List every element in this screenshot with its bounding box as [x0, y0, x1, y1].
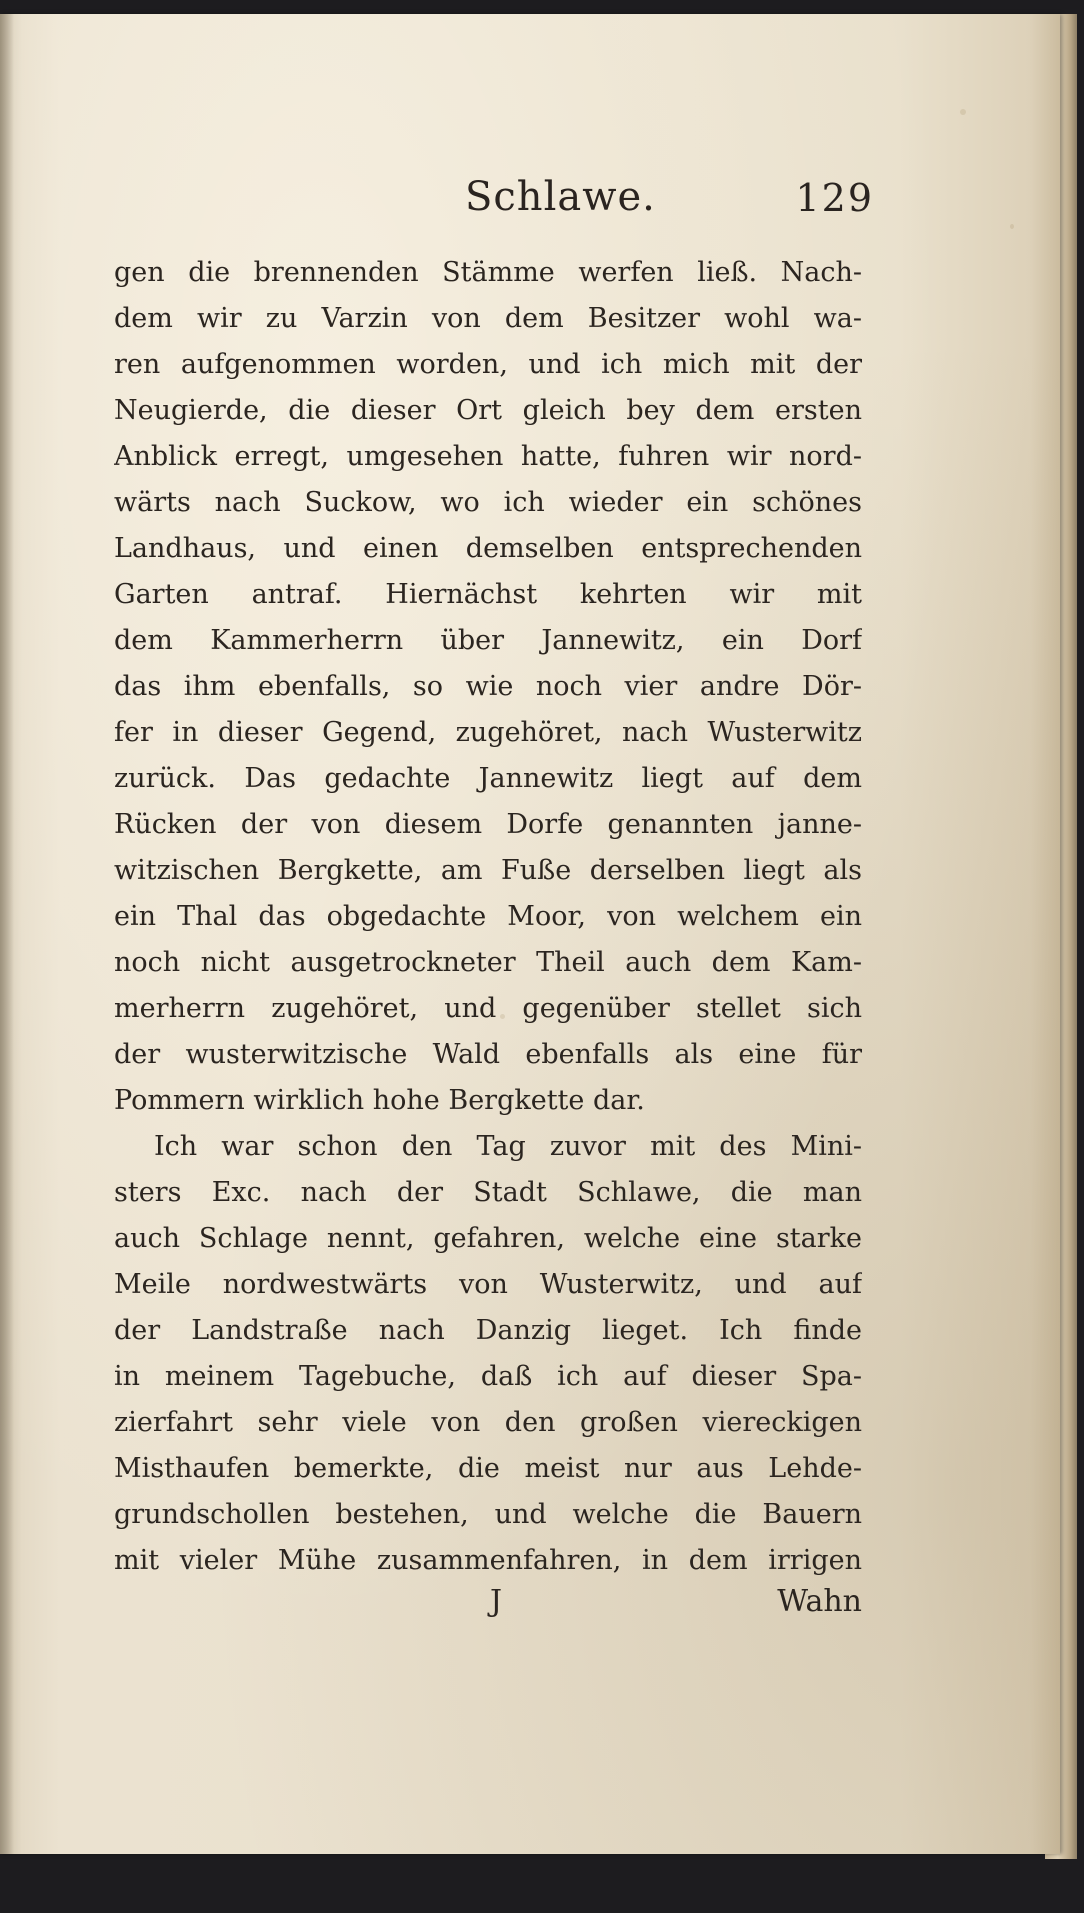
text-line: Meile nordwestwärts von Wusterwitz, und auf	[114, 1269, 862, 1300]
text-line: dem Kammerherrn über Jannewitz, ein Dorf	[114, 625, 862, 656]
text-line: gen die brennenden Stämme werfen ließ. Nach-	[114, 257, 862, 288]
catchword: Wahn	[777, 1584, 862, 1619]
running-head: Schlawe.	[465, 174, 656, 220]
page-number: 129	[795, 176, 874, 220]
page-header	[80, 164, 880, 234]
foxing-spot	[1010, 224, 1014, 229]
text-line: fer in dieser Gegend, zugehöret, nach Wusterwitz	[114, 717, 862, 748]
text-line: grundschollen bestehen, und welche die Bauern	[114, 1499, 862, 1530]
text-line: witzischen Bergkette, am Fuße derselben liegt als	[114, 855, 862, 886]
text-line: dem wir zu Varzin von dem Besitzer wohl wa-	[114, 303, 862, 334]
text-line: Anblick erregt, umgesehen hatte, fuhren wir nord-	[114, 441, 862, 472]
text-line: in meinem Tagebuche, daß ich auf dieser Spa-	[114, 1361, 862, 1392]
text-line: Rücken der von diesem Dorfe genannten janne-	[114, 809, 862, 840]
text-line: sters Exc. nach der Stadt Schlawe, die man	[114, 1177, 862, 1208]
text-line: Garten antraf. Hiernächst kehrten wir mit	[114, 579, 862, 610]
text-line: der Landstraße nach Danzig lieget. Ich finde	[114, 1315, 862, 1346]
text-line: merherrn zugehöret, und gegenüber stellet sich	[114, 993, 862, 1024]
book-page	[0, 14, 1060, 1854]
text-line: Pommern wirklich hohe Bergkette dar.	[114, 1085, 645, 1116]
signature-mark: J	[490, 1584, 503, 1619]
text-line: zurück. Das gedachte Jannewitz liegt auf dem	[114, 763, 862, 794]
foxing-spot	[960, 109, 966, 115]
text-line: auch Schlage nennt, gefahren, welche eine starke	[114, 1223, 862, 1254]
text-line: der wusterwitzische Wald ebenfalls als eine für	[114, 1039, 862, 1070]
text-line: mit vieler Mühe zusammenfahren, in dem irrigen	[114, 1545, 862, 1576]
text-line: wärts nach Suckow, wo ich wieder ein schönes	[114, 487, 862, 518]
gutter-shadow	[0, 14, 14, 1854]
text-line: Landhaus, und einen demselben entsprechenden	[114, 533, 862, 564]
text-line: noch nicht ausgetrockneter Theil auch dem Kam-	[114, 947, 862, 978]
text-line: Neugierde, die dieser Ort gleich bey dem ersten	[114, 395, 862, 426]
paragraph-start-line: Ich war schon den Tag zuvor mit des Mini-	[154, 1131, 862, 1162]
text-line: das ihm ebenfalls, so wie noch vier andre Dör-	[114, 671, 862, 702]
body-text	[114, 250, 862, 1584]
text-line: zierfahrt sehr viele von den großen viereckigen	[114, 1407, 862, 1438]
text-line: ren aufgenommen worden, und ich mich mit der	[114, 349, 862, 380]
text-line: Misthaufen bemerkte, die meist nur aus Lehde-	[114, 1453, 862, 1484]
page-footer	[114, 1584, 862, 1634]
text-line: ein Thal das obgedachte Moor, von welchem ein	[114, 901, 862, 932]
